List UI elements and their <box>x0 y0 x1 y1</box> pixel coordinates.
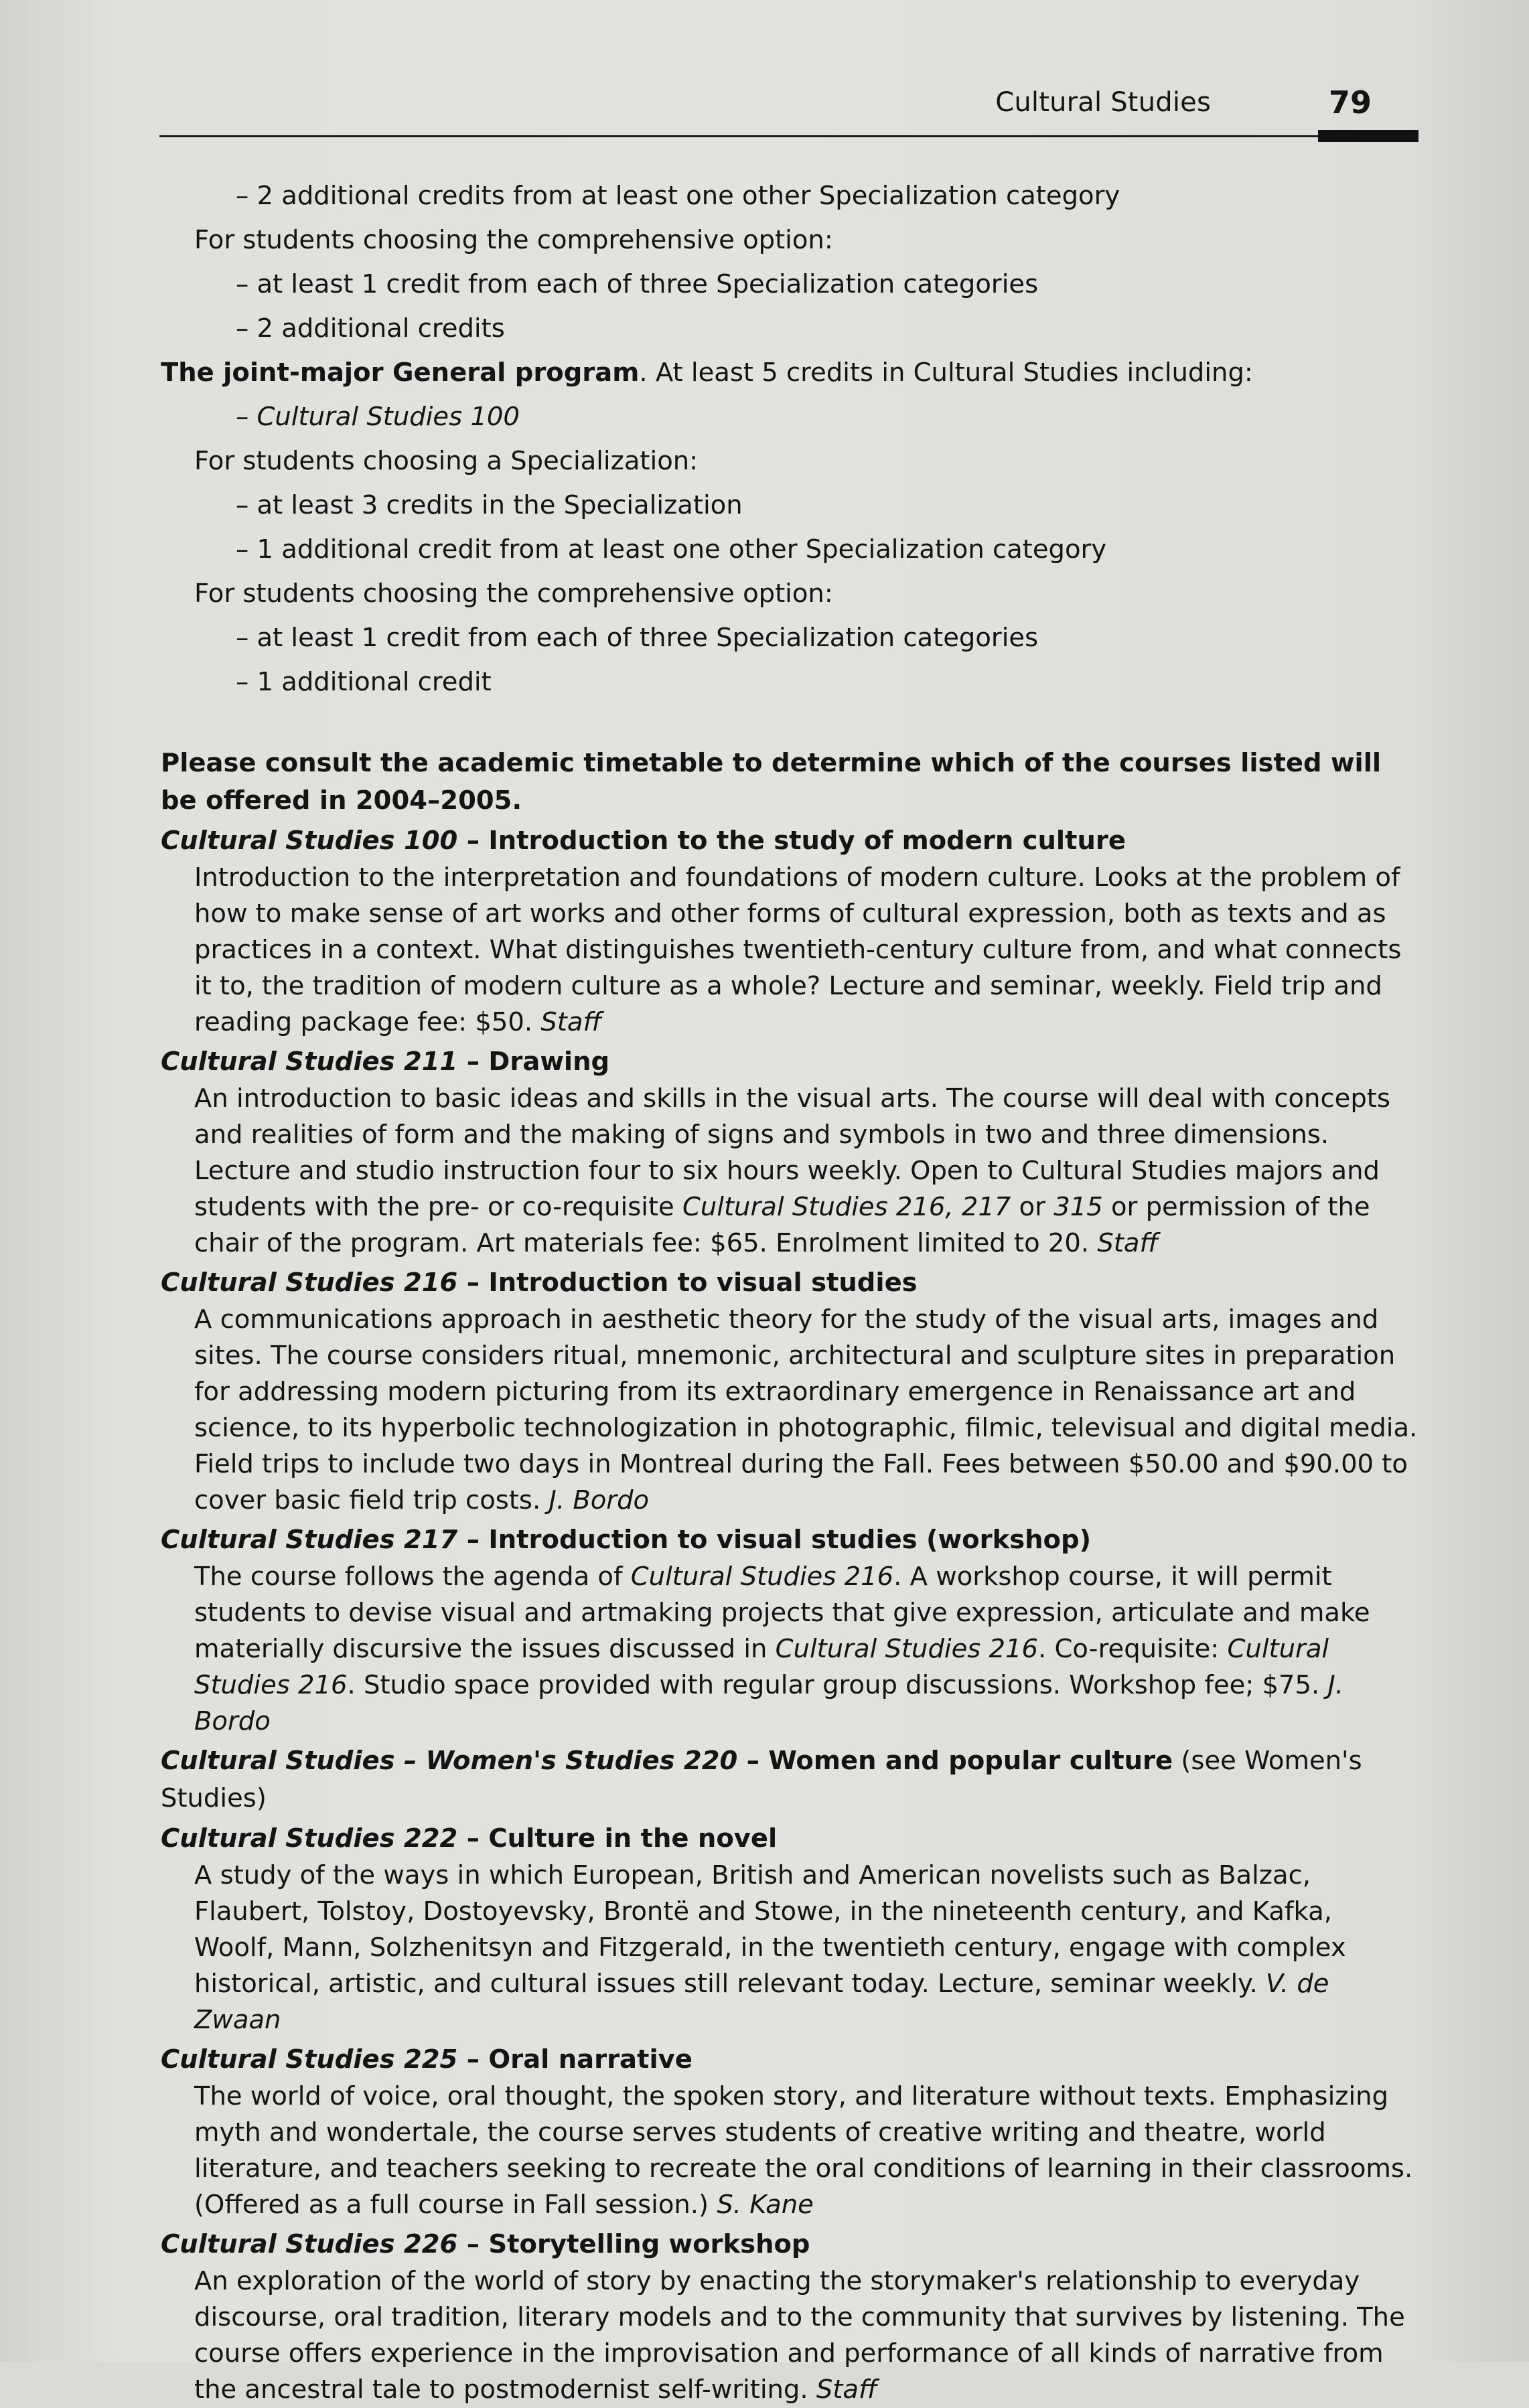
course-heading <box>161 1264 1420 1302</box>
course-description-text: The course follows the agenda of <box>194 1562 631 1592</box>
course-reference: Cultural Studies 216 <box>630 1562 894 1592</box>
course-description <box>161 1559 1420 1740</box>
course-code: Cultural Studies 225 <box>161 2044 458 2075</box>
course-description <box>161 1081 1420 1262</box>
requirement-line: – 2 additional credits from at least one other Specialization category <box>236 181 1120 211</box>
course-heading <box>161 2041 1420 2079</box>
course-description-text: The world of voice, oral thought, the spoken story, and literature without texts. Emphasizing myth and wondertale, the course serves students of creative writing and theatre, world literature, and teachers seeking to recreate the oral conditions of learning in their classrooms. (Offered as a full course in Fall session.) <box>194 2081 1413 2220</box>
course-description-text: An exploration of the world of story by enacting the storymaker's relationship to everyday discourse, oral tradition, literary models and to the community that survives by listening. The course offers experience in the improvisation and performance of all kinds of narrative from the ancestral tale to postmodernist self-writing. <box>194 2266 1405 2405</box>
course-instructor: V. de Zwaan <box>194 1969 1329 2035</box>
course-title: – Introduction to visual studies <box>457 1268 918 1298</box>
program-requirements <box>161 174 1420 704</box>
course-title: – Women and popular culture <box>737 1746 1173 1776</box>
course-description <box>161 860 1420 1041</box>
course-instructor: Staff <box>1097 1228 1159 1258</box>
course-description-text: Introduction to the interpretation and foundations of modern culture. Looks at the problem of how to make sense of art works and other forms of cultural expression, both as texts and as practices in a context. What distinguishes twentieth-century culture from, and what connects it to, the tradition of modern culture as a whole? Lecture and seminar, weekly. Field trip and reading package fee: $50. <box>194 862 1402 1037</box>
course-heading <box>161 1742 1420 1817</box>
course-reference: 315 <box>1053 1192 1103 1222</box>
course-description-text: . Studio space provided with regular group discussions. Workshop fee; $75. <box>347 1670 1328 1700</box>
course-instructor: J. Bordo <box>549 1485 650 1515</box>
course-reference: Cultural Studies 216 <box>194 1634 1329 1700</box>
course-description-text: . Co-requisite: <box>1038 1634 1228 1664</box>
joint-major-label: The joint-major General program <box>161 358 640 388</box>
joint-major-heading <box>161 351 1420 395</box>
course-description <box>161 2079 1420 2223</box>
section-title: Cultural Studies <box>995 87 1211 118</box>
requirement-line: For students choosing a Specialization: <box>194 446 699 476</box>
course-entry <box>161 1264 1420 1519</box>
requirement-line: – at least 1 credit from each of three Specialization categories <box>236 269 1039 299</box>
course-title: – Introduction to the study of modern culture <box>457 826 1126 856</box>
requirement-line: – at least 1 credit from each of three Specialization categories <box>236 623 1039 653</box>
course-heading <box>161 2226 1420 2263</box>
course-entry <box>161 1742 1420 1817</box>
page-header <box>159 86 1418 139</box>
requirement-line: – 2 additional credits <box>236 313 505 344</box>
course-code: Cultural Studies – Women's Studies 220 <box>161 1746 738 1776</box>
course-heading <box>161 1820 1420 1858</box>
requirement-line: – at least 3 credits in the Specialization <box>236 490 743 520</box>
course-description <box>161 2263 1420 2408</box>
course-title: – Drawing <box>457 1047 610 1077</box>
course-description-text: A study of the ways in which European, British and American novelists such as Balzac, Flaubert, Tolstoy, Dostoyevsky, Brontë and Stowe, in the nineteenth century, and Kafka, Woolf, Mann, Solzhenitsyn and Fitzgerald, in the twentieth century, engage with complex historical, artistic, and cultural issues still relevant today. Lecture, seminar weekly. <box>194 1860 1346 1999</box>
course-heading <box>161 822 1420 860</box>
course-description-text: An introduction to basic ideas and skills in the visual arts. The course will deal with concepts and realities of form and the making of signs and symbols in two and three dimensions. Lecture and studio instruction four to six hours weekly. Open to Cultural Studies majors and students with the pre- or co-requisite <box>194 1083 1390 1222</box>
course-description-text: or permission of the chair of the program. Art materials fee: $65. Enrolment limited to 20. <box>194 1192 1370 1258</box>
course-instructor: J. Bordo <box>194 1670 1344 1736</box>
course-description <box>161 1302 1420 1519</box>
course-cross-reference: (see Women's Studies) <box>161 1746 1362 1813</box>
course-entry <box>161 1521 1420 1740</box>
course-heading <box>161 1521 1420 1559</box>
course-code: Cultural Studies 217 <box>161 1525 458 1555</box>
course-reference: Cultural Studies 216, 217 <box>682 1192 1011 1222</box>
requirement-line: – 1 additional credit from at least one other Specialization category <box>236 534 1107 565</box>
page-content <box>161 174 1420 2408</box>
course-title: – Culture in the novel <box>457 1823 778 1854</box>
course-heading <box>161 1043 1420 1081</box>
requirement-line: – 1 additional credit <box>236 667 492 697</box>
course-code: Cultural Studies 222 <box>161 1823 458 1854</box>
course-description-text: A communications approach in aesthetic theory for the study of the visual arts, images and sites. The course considers ritual, mnemonic, architectural and sculpture sites in preparation for addressing modern picturing from its extraordinary emergence in Renaissance art and science, to its hyperbolic technologization in photographic, filmic, televisual and digital media. Field trips to include two days in Montreal during the Fall. Fees between $50.00 and $90.00 to cover basic field trip costs. <box>194 1304 1418 1515</box>
course-code: Cultural Studies 100 <box>161 826 458 856</box>
requirement-line: For students choosing the comprehensive option: <box>194 579 833 609</box>
requirement-line: For students choosing the comprehensive option: <box>194 225 833 255</box>
course-description-text: or <box>1011 1192 1054 1222</box>
timetable-notice: Please consult the academic timetable to determine which of the courses listed will be offered in 2004–2005. <box>161 748 1382 816</box>
course-description-text: . A workshop course, it will permit students to devise visual and artmaking projects that give expression, articulate and make materially discursive the issues discussed in <box>194 1562 1370 1664</box>
course-title: – Oral narrative <box>457 2044 693 2075</box>
course-entry <box>161 1043 1420 1262</box>
course-title: – Introduction to visual studies (workshop) <box>457 1525 1092 1555</box>
course-instructor: Staff <box>816 2375 877 2405</box>
joint-major-text: . At least 5 credits in Cultural Studies including: <box>639 358 1253 388</box>
course-description <box>161 1858 1420 2038</box>
page-number: 79 <box>1328 84 1372 121</box>
course-instructor: Staff <box>540 1007 602 1037</box>
course-entry <box>161 822 1420 1041</box>
course-reference: Cultural Studies 216 <box>775 1634 1039 1664</box>
course-code: Cultural Studies 216 <box>161 1268 458 1298</box>
requirement-line: – Cultural Studies 100 <box>236 402 520 432</box>
course-title: – Storytelling workshop <box>457 2229 810 2259</box>
course-code: Cultural Studies 211 <box>161 1047 458 1077</box>
course-instructor: S. Kane <box>717 2190 814 2220</box>
header-rule-block <box>1318 130 1418 142</box>
course-entry <box>161 2226 1420 2408</box>
header-rule <box>159 135 1418 137</box>
course-entry <box>161 2041 1420 2223</box>
course-code: Cultural Studies 226 <box>161 2229 458 2259</box>
course-entry <box>161 1820 1420 2038</box>
